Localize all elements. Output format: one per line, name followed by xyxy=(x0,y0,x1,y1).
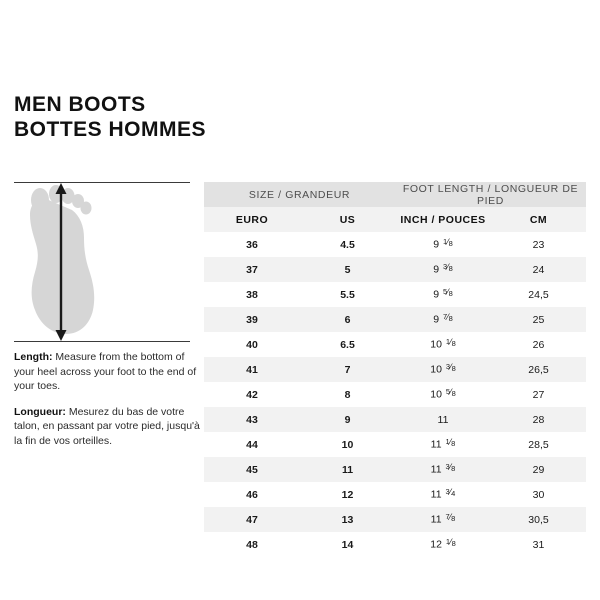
cell-cm: 30,5 xyxy=(491,507,586,532)
cell-us: 6 xyxy=(300,307,395,332)
cell-euro: 36 xyxy=(204,232,300,257)
cell-inch: 9 7⁄8 xyxy=(395,307,491,332)
column-header-us: US xyxy=(300,207,395,232)
cell-euro: 48 xyxy=(204,532,300,557)
instruction-en-text: Measure from the bottom of your heel across your foot to the end of your toes. xyxy=(14,351,197,392)
title-line-en: MEN BOOTS xyxy=(14,93,146,116)
cell-us: 12 xyxy=(300,482,395,507)
cell-euro: 37 xyxy=(204,257,300,282)
cell-us: 9 xyxy=(300,407,395,432)
cell-us: 10 xyxy=(300,432,395,457)
table-row xyxy=(204,532,586,557)
cell-us: 4.5 xyxy=(300,232,395,257)
cell-inch: 12 1⁄8 xyxy=(395,532,491,557)
cell-euro: 45 xyxy=(204,457,300,482)
cell-cm: 26 xyxy=(491,332,586,357)
table-row xyxy=(204,332,586,357)
cell-cm: 24,5 xyxy=(491,282,586,307)
cell-cm: 23 xyxy=(491,232,586,257)
cell-cm: 27 xyxy=(491,382,586,407)
cell-cm: 25 xyxy=(491,307,586,332)
column-header-euro: EURO xyxy=(204,207,300,232)
size-table-body xyxy=(204,232,586,557)
cell-euro: 40 xyxy=(204,332,300,357)
foot-diagram xyxy=(14,182,190,342)
illustration-panel xyxy=(14,182,190,342)
table-row xyxy=(204,482,586,507)
instruction-en-label: Length: xyxy=(14,351,53,363)
cell-cm: 28 xyxy=(491,407,586,432)
group-header-foot-length: FOOT LENGTH / LONGUEUR DE PIED xyxy=(395,182,586,207)
table-row xyxy=(204,382,586,407)
cell-cm: 29 xyxy=(491,457,586,482)
cell-euro: 44 xyxy=(204,432,300,457)
cell-us: 14 xyxy=(300,532,395,557)
table-row xyxy=(204,507,586,532)
cell-us: 8 xyxy=(300,382,395,407)
cell-us: 13 xyxy=(300,507,395,532)
foot-outline-icon xyxy=(14,182,190,342)
column-header-cm: CM xyxy=(491,207,586,232)
table-column-header-row xyxy=(204,207,586,232)
page-title xyxy=(14,92,206,142)
cell-inch: 11 7⁄8 xyxy=(395,507,491,532)
cell-inch: 9 3⁄8 xyxy=(395,257,491,282)
table-row xyxy=(204,407,586,432)
cell-inch: 10 3⁄8 xyxy=(395,357,491,382)
size-table xyxy=(204,182,586,557)
group-header-size: SIZE / GRANDEUR xyxy=(204,182,395,207)
table-row xyxy=(204,432,586,457)
cell-cm: 24 xyxy=(491,257,586,282)
cell-us: 11 xyxy=(300,457,395,482)
table-row xyxy=(204,357,586,382)
cell-cm: 31 xyxy=(491,532,586,557)
cell-cm: 26,5 xyxy=(491,357,586,382)
cell-inch: 11 xyxy=(395,407,491,432)
cell-inch: 10 1⁄8 xyxy=(395,332,491,357)
cell-us: 6.5 xyxy=(300,332,395,357)
table-row xyxy=(204,257,586,282)
cell-inch: 11 1⁄8 xyxy=(395,432,491,457)
instruction-en xyxy=(14,350,200,394)
instruction-fr xyxy=(14,405,200,449)
column-header-inch: INCH / POUCES xyxy=(395,207,491,232)
cell-euro: 47 xyxy=(204,507,300,532)
table-row xyxy=(204,282,586,307)
cell-euro: 39 xyxy=(204,307,300,332)
table-row xyxy=(204,457,586,482)
cell-euro: 41 xyxy=(204,357,300,382)
cell-us: 5.5 xyxy=(300,282,395,307)
cell-cm: 28,5 xyxy=(491,432,586,457)
size-table-wrapper xyxy=(204,182,586,557)
cell-inch: 9 5⁄8 xyxy=(395,282,491,307)
instruction-fr-label: Longueur: xyxy=(14,405,66,418)
cell-euro: 38 xyxy=(204,282,300,307)
cell-inch: 11 3⁄4 xyxy=(395,482,491,507)
table-row xyxy=(204,307,586,332)
title-line-fr: BOTTES HOMMES xyxy=(14,118,207,141)
cell-cm: 30 xyxy=(491,482,586,507)
measure-instructions xyxy=(14,350,200,459)
cell-euro: 42 xyxy=(204,382,300,407)
cell-us: 5 xyxy=(300,257,395,282)
cell-inch: 11 3⁄8 xyxy=(395,457,491,482)
cell-inch: 9 1⁄8 xyxy=(395,232,491,257)
cell-euro: 46 xyxy=(204,482,300,507)
cell-euro: 43 xyxy=(204,407,300,432)
instruction-fr-text: Mesurez du bas de votre talon, en passant par votre pied, jusqu'à la fin de vos orteilles. xyxy=(14,405,200,447)
cell-inch: 10 5⁄8 xyxy=(395,382,491,407)
table-group-header-row xyxy=(204,182,586,207)
table-row xyxy=(204,232,586,257)
cell-us: 7 xyxy=(300,357,395,382)
